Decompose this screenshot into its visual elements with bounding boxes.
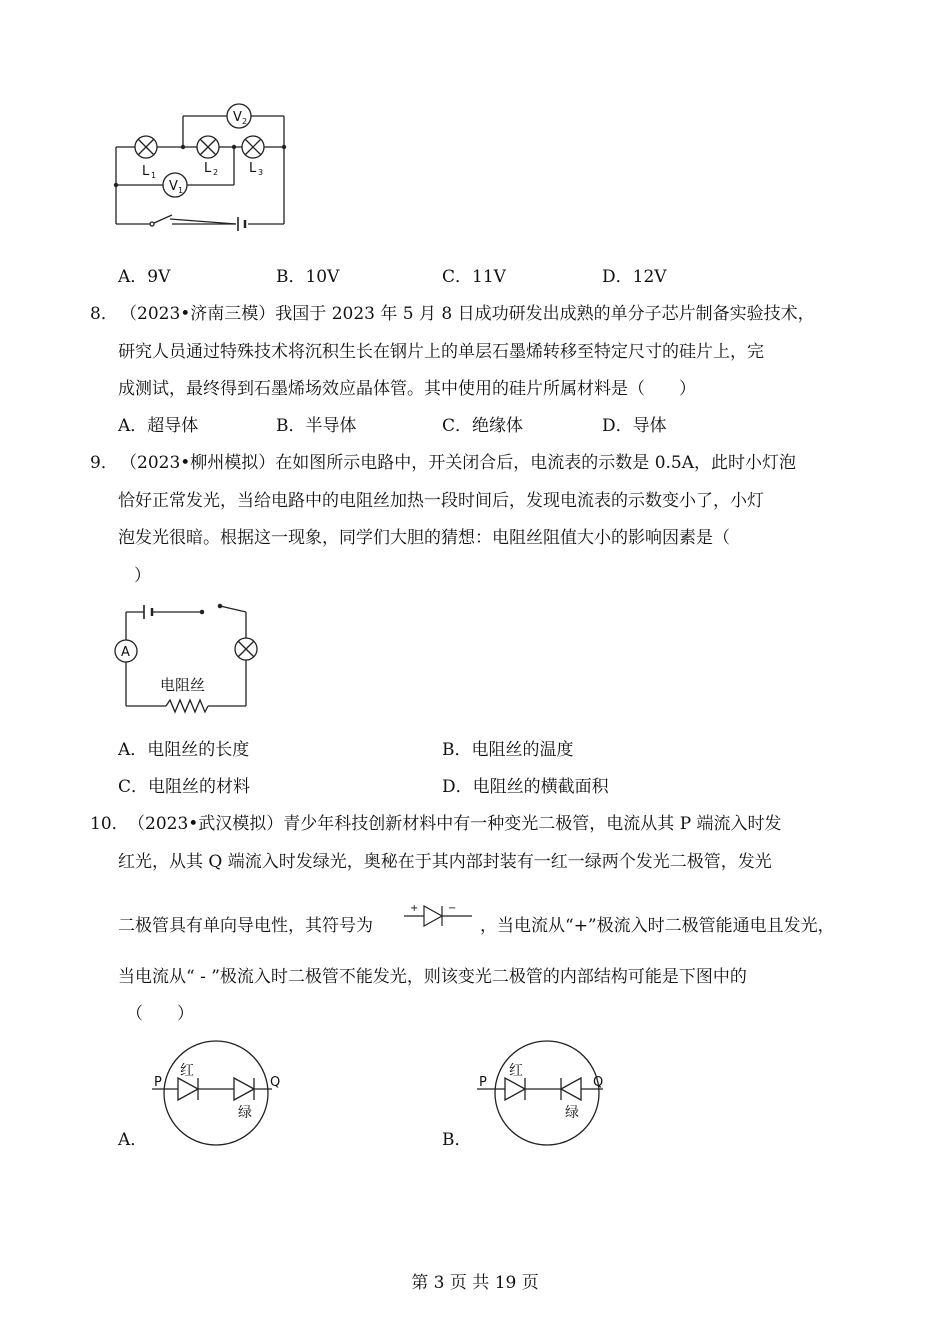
- q7-option-c: C．11V: [442, 267, 506, 287]
- q7-label-l3-sub: 3: [258, 168, 264, 177]
- q8-line-3: 成测试，最终得到石墨烯场效应晶体管。其中使用的硅片所属材料是（ ）: [118, 379, 696, 399]
- q10-option-a: A．: [118, 1130, 148, 1150]
- q7-label-v1: V: [169, 179, 178, 194]
- q8-option-b: B．半导体: [276, 416, 357, 436]
- q10-line-4: 当电流从“ - ”极流入时二极管不能发光，则该变光二极管的内部结构可能是下图中的: [118, 967, 747, 987]
- q9-number: 9．: [90, 453, 118, 473]
- q9-ammeter-label: A: [121, 645, 130, 660]
- q10-b-q-label: Q: [593, 1075, 604, 1090]
- q7-label-l3: L: [249, 161, 257, 176]
- diode-minus-label: −: [448, 903, 457, 914]
- q10-figure-b: [475, 1040, 610, 1150]
- q7-label-l2-sub: 2: [213, 168, 219, 177]
- q10-line-2: 红光，从其 Q 端流入时发绿光，奥秘在于其内部封装有一红一绿两个发光二极管，发光: [118, 852, 772, 872]
- q9-option-d: D．电阻丝的横截面积: [442, 777, 609, 797]
- q10-line-3b: ，当电流从“+”极流入时二极管能通电且发光，: [480, 916, 835, 936]
- q9-option-a: A．电阻丝的长度: [118, 740, 250, 760]
- q10-a-green-label: 绿: [238, 1105, 252, 1121]
- q7-label-v1-sub: 1: [178, 186, 184, 195]
- q10-b-green-label: 绿: [565, 1105, 579, 1121]
- q10-line-3a: 二极管具有单向导电性，其符号为: [118, 916, 373, 936]
- q7-option-d: D．12V: [602, 267, 667, 287]
- q9-line-2: 恰好正常发光，当给电路中的电阻丝加热一段时间后，发现电流表的示数变小了，小灯: [118, 491, 764, 511]
- q8-line-2: 研究人员通过特殊技术将沉积生长在钢片上的单层石墨烯转移至特定尺寸的硅片上，完: [118, 342, 764, 362]
- q9-line-1: （2023•柳州模拟）在如图所示电路中，开关闭合后，电流表的示数是 0.5A，此时小灯泡: [120, 453, 797, 473]
- q7-label-l1: L: [142, 164, 150, 179]
- q8-line-1: （2023•济南三模）我国于 2023 年 5 月 8 日成功研发出成熟的单分子芯片制备实验技术，: [120, 304, 815, 324]
- q8-option-a: A．超导体: [118, 416, 199, 436]
- q9-option-c: C．电阻丝的材料: [118, 777, 251, 797]
- q9-resistor-label: 电阻丝: [160, 676, 206, 694]
- q10-option-b: B．: [442, 1130, 472, 1150]
- q10-b-red-label: 红: [509, 1063, 523, 1079]
- q9-line-3: 泡发光很暗。根据这一现象，同学们大胆的猜想：电阻丝阻值大小的影响因素是（: [118, 528, 730, 548]
- q8-number: 8．: [90, 304, 118, 324]
- q10-number: 10．: [90, 814, 129, 834]
- page-footer: 第 3 页 共 19 页: [411, 1273, 539, 1293]
- q7-circuit-diagram: [100, 95, 300, 235]
- q10-figure-a: [150, 1040, 285, 1150]
- q7-option-a: A．9V: [118, 267, 171, 287]
- diode-symbol: [404, 900, 474, 932]
- q10-a-q-label: Q: [270, 1075, 281, 1090]
- q7-label-l2: L: [204, 161, 212, 176]
- diode-plus-label: +: [410, 903, 419, 914]
- q9-circuit-diagram: [108, 598, 268, 716]
- q10-line-1: （2023•武汉模拟）青少年科技创新材料中有一种变光二极管，电流从其 P 端流入时发: [128, 814, 782, 834]
- q7-label-v2-sub: 2: [242, 117, 248, 126]
- q7-option-b: B．10V: [276, 267, 340, 287]
- q8-option-c: C．绝缘体: [442, 416, 524, 436]
- q9-option-b: B．电阻丝的温度: [442, 740, 574, 760]
- q10-a-red-label: 红: [180, 1063, 194, 1079]
- q10-b-p-label: P: [479, 1075, 487, 1090]
- q7-label-l1-sub: 1: [151, 171, 157, 180]
- q10-line-5: （ ）: [126, 1004, 194, 1024]
- q10-a-p-label: P: [154, 1075, 162, 1090]
- q7-label-v2: V: [233, 110, 242, 125]
- q9-line-4: ）: [134, 566, 151, 586]
- q8-option-d: D．导体: [602, 416, 667, 436]
